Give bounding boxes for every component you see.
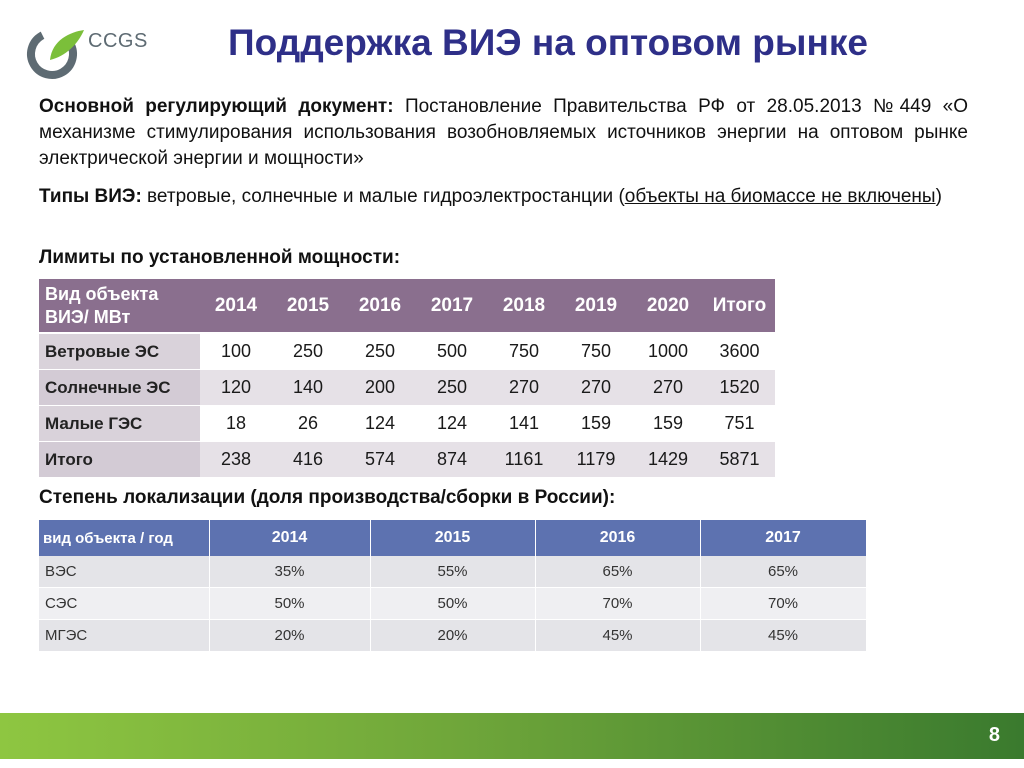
table-cell: 45% <box>700 620 866 652</box>
table-cell: 416 <box>272 442 344 478</box>
header-year-cell: 2016 <box>344 279 416 334</box>
table-cell: 1520 <box>704 370 775 406</box>
header-year-cell: 2014 <box>200 279 272 334</box>
types-underlined-note: объекты на биомассе не включены <box>624 186 936 207</box>
table-cell: 124 <box>344 406 416 442</box>
table-cell: 20% <box>209 620 370 652</box>
table-cell: 751 <box>704 406 775 442</box>
table-cell: 26 <box>272 406 344 442</box>
table-header-row <box>39 520 866 556</box>
types-label: Типы ВИЭ: <box>39 186 142 207</box>
table-cell: 574 <box>344 442 416 478</box>
header-year-cell: 2014 <box>209 520 370 556</box>
table-cell: 1000 <box>632 334 704 370</box>
table-row <box>39 334 775 370</box>
header-year-cell: 2017 <box>700 520 866 556</box>
footer-bar <box>0 713 1024 759</box>
regulation-paragraph <box>39 94 968 172</box>
row-label: Итого <box>39 442 200 478</box>
table-row-total <box>39 442 775 478</box>
table-cell: 3600 <box>704 334 775 370</box>
header-year-cell: 2017 <box>416 279 488 334</box>
page-number: 8 <box>988 724 1000 746</box>
header-total-cell: Итого <box>704 279 775 334</box>
types-text: ветровые, солнечные и малые гидроэлектростанции ( <box>141 186 625 207</box>
row-label: Ветровые ЭС <box>39 334 200 370</box>
header-label-cell: Вид объекта ВИЭ/ МВт <box>39 279 200 334</box>
table-cell: 250 <box>272 334 344 370</box>
table-cell: 18 <box>200 406 272 442</box>
table-cell: 238 <box>200 442 272 478</box>
table-row <box>39 556 866 588</box>
table-cell: 20% <box>370 620 535 652</box>
table-cell: 120 <box>200 370 272 406</box>
table-cell: 1179 <box>560 442 632 478</box>
types-paragraph <box>39 184 968 210</box>
table-cell: 124 <box>416 406 488 442</box>
table-cell: 55% <box>370 556 535 588</box>
row-label: МГЭС <box>39 620 209 652</box>
table-row <box>39 588 866 620</box>
row-label: Солнечные ЭС <box>39 370 200 406</box>
table-cell: 70% <box>700 588 866 620</box>
table-cell: 1161 <box>488 442 560 478</box>
table-cell: 159 <box>632 406 704 442</box>
header-year-cell: 2020 <box>632 279 704 334</box>
header-year-cell: 2016 <box>535 520 700 556</box>
row-label: ВЭС <box>39 556 209 588</box>
header-year-cell: 2019 <box>560 279 632 334</box>
row-label: СЭС <box>39 588 209 620</box>
table-header-row <box>39 279 775 334</box>
limits-heading: Лимиты по установленной мощности: <box>39 247 401 268</box>
logo-text: CCGS <box>88 30 148 52</box>
regulation-label: Основной регулирующий документ: <box>39 96 394 117</box>
localization-heading: Степень локализации (доля производства/сборки в России): <box>39 487 616 508</box>
capacity-limits-table <box>39 279 775 478</box>
table-cell: 50% <box>370 588 535 620</box>
table-cell: 65% <box>700 556 866 588</box>
slide-title: Поддержка ВИЭ на оптовом рынке <box>228 22 868 63</box>
row-label: Малые ГЭС <box>39 406 200 442</box>
types-tail: ) <box>935 186 942 207</box>
table-cell: 874 <box>416 442 488 478</box>
table-cell: 65% <box>535 556 700 588</box>
table-cell: 270 <box>632 370 704 406</box>
table-cell: 50% <box>209 588 370 620</box>
table-cell: 141 <box>488 406 560 442</box>
table-row <box>39 370 775 406</box>
table-row <box>39 620 866 652</box>
table-cell: 750 <box>560 334 632 370</box>
table-cell: 270 <box>488 370 560 406</box>
table-cell: 250 <box>344 334 416 370</box>
table-cell: 5871 <box>704 442 775 478</box>
table-cell: 250 <box>416 370 488 406</box>
table-cell: 500 <box>416 334 488 370</box>
regulation-text: Постановление Правительства РФ от 28.05.2013 №449 «О механизме стимулирования использования возобновляемых источников энергии на оптовом рынке электрической энергии и мощности» <box>39 96 969 169</box>
table-cell: 159 <box>560 406 632 442</box>
table-cell: 1429 <box>632 442 704 478</box>
header-year-cell: 2015 <box>370 520 535 556</box>
header-year-cell: 2018 <box>488 279 560 334</box>
table-cell: 45% <box>535 620 700 652</box>
logo-leaf-icon <box>50 30 84 60</box>
localization-table <box>39 520 867 652</box>
table-cell: 140 <box>272 370 344 406</box>
table-cell: 200 <box>344 370 416 406</box>
header-label-cell: вид объекта / год <box>39 520 209 556</box>
table-cell: 270 <box>560 370 632 406</box>
header-year-cell: 2015 <box>272 279 344 334</box>
table-cell: 100 <box>200 334 272 370</box>
table-cell: 35% <box>209 556 370 588</box>
table-cell: 70% <box>535 588 700 620</box>
table-row <box>39 406 775 442</box>
table-cell: 750 <box>488 334 560 370</box>
